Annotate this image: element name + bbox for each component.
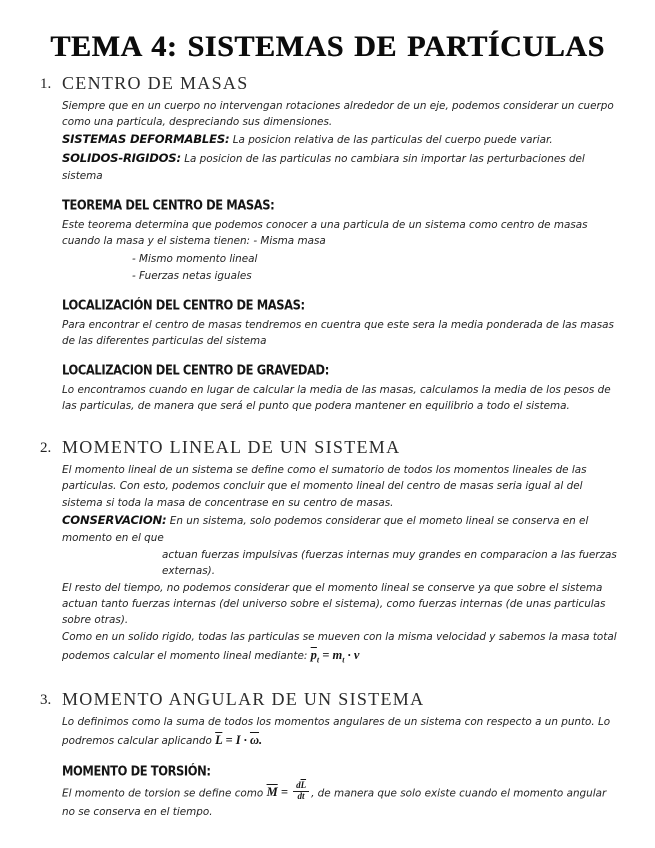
paragraph-solido-rigido (62, 629, 622, 666)
formula-fraction (293, 781, 309, 802)
formula-m: m (332, 647, 343, 662)
paragraph-text: Lo definimos como la suma de todos los momentos angulares de un sistema con respecto a un punto. Lo podremos calcular aplicando (62, 716, 611, 747)
formula-p-vector: $\overline{p}$ (310, 647, 317, 662)
term-label: SISTEMAS DEFORMABLES: (62, 132, 230, 147)
formula-L-vector: $\overline{L}$ (215, 732, 223, 747)
paragraph-conservacion-continuation: actuan fuerzas impulsivas (fuerzas internas muy grandes en comparacion a las fuerzas externas). (162, 548, 617, 577)
formula-subscript: t (316, 655, 320, 665)
term-definition: La posicion de las particulas no cambiara sin importar las perturbaciones del sistema (62, 153, 585, 183)
list-item: - Fuerzas netas iguales (132, 269, 252, 282)
paragraph-torsion (62, 779, 622, 820)
paragraph-intro: El momento lineal de un sistema se define como el sumatorio de todos los momentos lineales de las particulas. Con esto, podemos concluir que el momento lineal del centro de masas seria igual al del sistema si toda la masa de concentrase en su centro de masas. (62, 464, 587, 509)
formula-dot-v: · v (344, 647, 360, 662)
section-momento-lineal (40, 437, 622, 666)
paragraph-localizacion-gravedad: Lo encontramos cuando en lugar de calcular la media de las masas, calculamos la media de los pesos de las particulas, de manera que será el punto que podera mantener en equilibrio a todo el sistema. (62, 384, 611, 413)
term-definition: La posicion relativa de las particulas del cuerpo puede variar. (232, 134, 553, 147)
formula-equals: = (277, 785, 292, 800)
subheading-localizacion-centro-masas: LOCALIZACIÓN DEL CENTRO DE MASAS: (62, 297, 305, 313)
subheading-momento-torsion: MOMENTO DE TORSIÓN: (62, 763, 211, 779)
fraction-denominator: dt (297, 790, 305, 801)
paragraph-teorema: Este teorema determina que podemos conocer a una particula de un sistema como centro de masas cuando la masa y el sistema tienen: - Misma masa (62, 219, 588, 248)
paragraph-solidos-rigidos (62, 150, 622, 184)
term-label: CONSERVACION: (62, 512, 167, 527)
formula-L-vector: $\overline{L}$ (300, 779, 307, 790)
formula-d: d (296, 779, 301, 790)
formula-momento-lineal (310, 647, 360, 665)
section-title: CENTRO DE MASAS (62, 73, 249, 93)
subheading-localizacion-centro-gravedad: LOCALIZACION DEL CENTRO DE GRAVEDAD: (62, 362, 329, 379)
section-number: 3. (40, 692, 52, 709)
formula-omega-vector: $\overline{\omega}$ (249, 732, 260, 747)
paragraph-text: , de manera que solo existe cuando el momento angular no se conserva en el tiempo. (62, 787, 607, 818)
subheading-teorema-centro-masas: TEOREMA DEL CENTRO DE MASAS: (62, 197, 275, 214)
page-title: TEMA 4: SISTEMAS DE PARTÍCULAS (50, 30, 605, 63)
section-heading-row (40, 73, 622, 94)
section-heading-row (40, 689, 622, 710)
section-number: 1. (40, 76, 52, 92)
paragraph-resto-tiempo: El resto del tiempo, no podemos considerar que el momento lineal se conserve ya que sobre el sistema actuan tanto fuerzas internas (del universo sobre el sistema), como fuerzas internas (de unas particulas sobre otras). (62, 582, 606, 627)
list-item: - Mismo momento lineal (132, 252, 258, 265)
paragraph-text: El momento de torsion se define como (62, 787, 264, 800)
paragraph-intro (62, 714, 622, 750)
formula-subscript: t (342, 655, 345, 665)
paragraph-intro: Siempre que en un cuerpo no intervengan rotaciones alrededor de un eje, podemos considerar un cuerpo como una particula, despreciando sus dimensiones. (62, 100, 614, 129)
paragraph-sistemas-deformables (62, 131, 622, 149)
teorema-condition-list (132, 251, 622, 284)
page-content (0, 64, 655, 820)
term-label: SOLIDOS-RIGIDOS: (62, 151, 181, 166)
section-momento-angular (40, 689, 622, 819)
formula-M-vector: $\overline{M}$ (266, 785, 278, 800)
formula-momento-torsion (266, 779, 312, 801)
paragraph-conservacion (62, 512, 622, 546)
paragraph-text: Como en un solido rigido, todas las particulas se mueven con la misma velocidad y sabemos la masa total podemos calcular el momento lineal mediante: (62, 631, 617, 662)
paragraph-localizacion-masas: Para encontrar el centro de masas tendremos en cuentra que este sera la media ponderada de las masas de las diferentes particulas del sistema (62, 318, 614, 347)
section-centro-de-masas (40, 73, 622, 414)
section-title: MOMENTO LINEAL DE UN SISTEMA (62, 437, 401, 458)
section-number: 2. (40, 440, 52, 457)
term-definition: En un sistema, solo podemos considerar que el mometo lineal se conserva en el momento en el que (62, 514, 589, 544)
formula-period: . (259, 732, 263, 747)
formula-equals: = (319, 647, 333, 662)
formula-middle: = I · (222, 732, 250, 747)
section-heading-row (40, 437, 622, 458)
section-title: MOMENTO ANGULAR DE UN SISTEMA (62, 689, 425, 710)
formula-momento-angular (215, 733, 262, 747)
